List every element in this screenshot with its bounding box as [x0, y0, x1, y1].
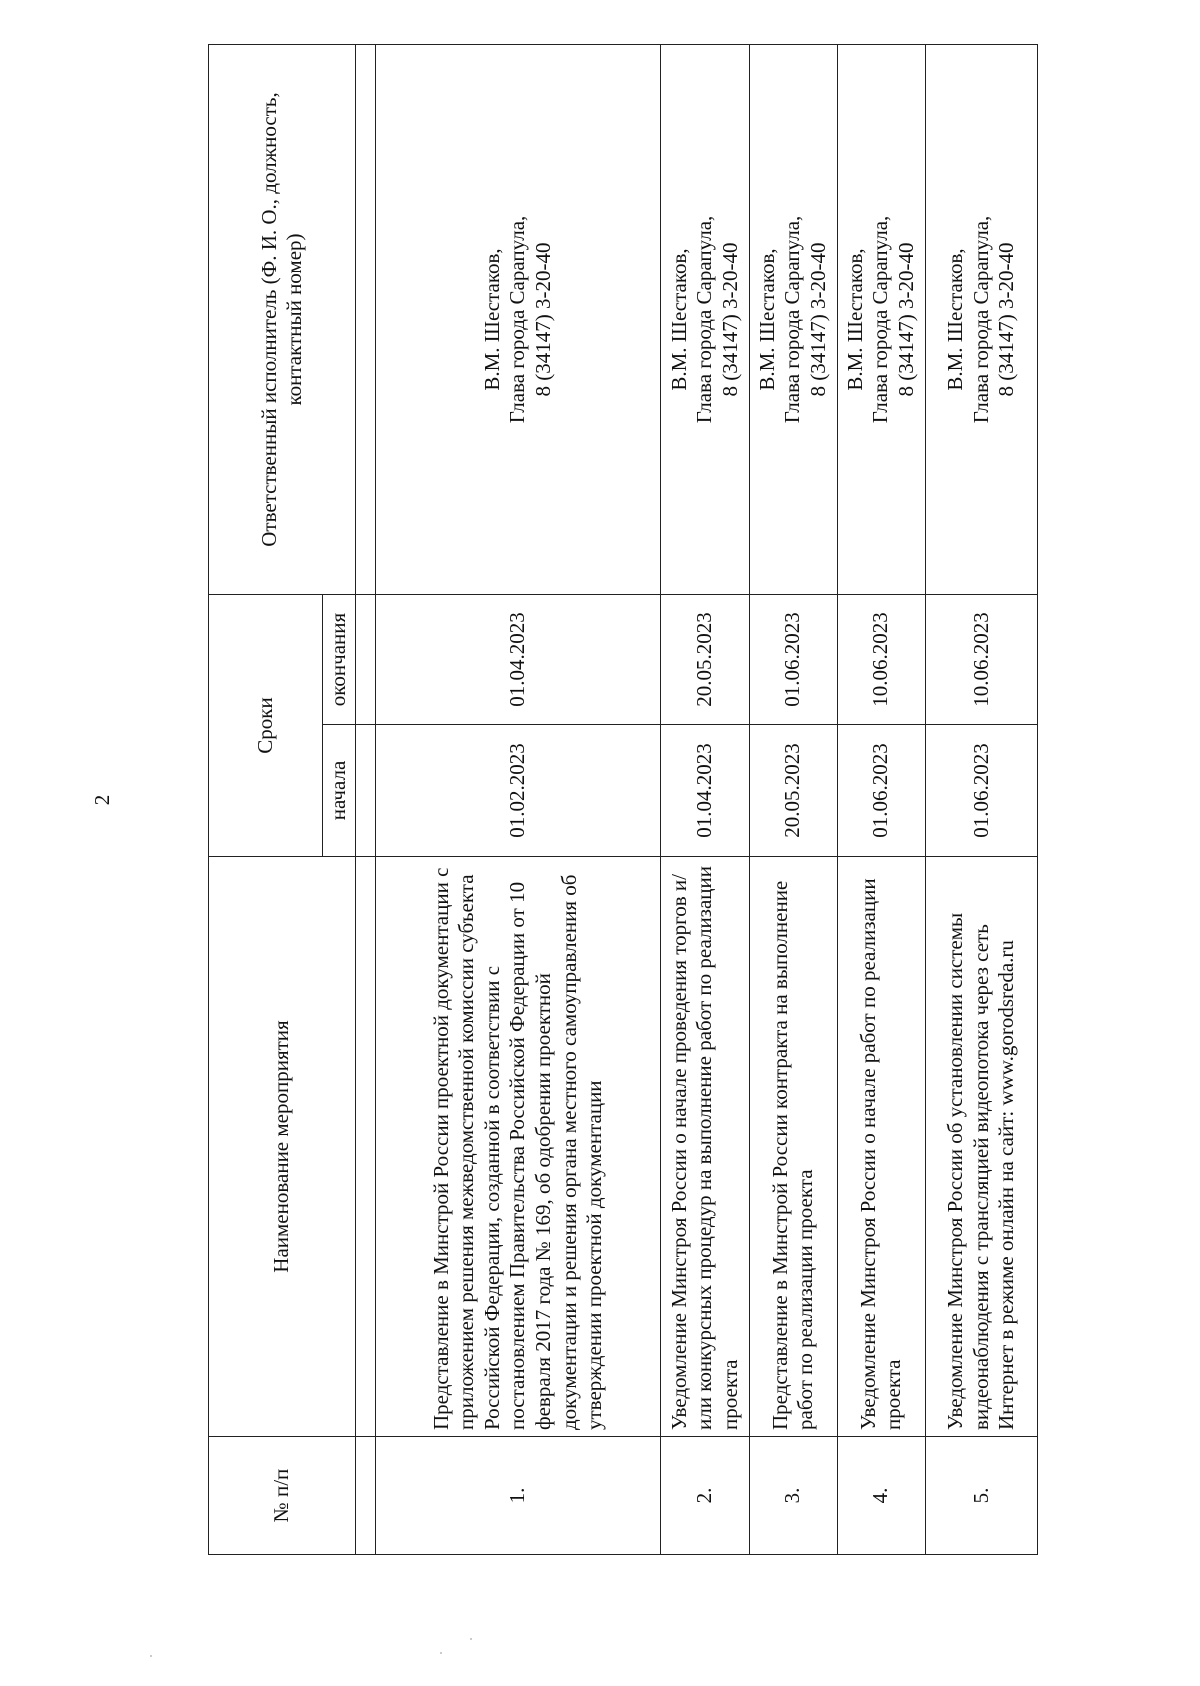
resp-phone: 8 (34147) 3-20-40: [530, 242, 555, 397]
row-start-date: 01.06.2023: [925, 725, 1037, 857]
row-responsible: [837, 44, 925, 594]
spacer-cell: [356, 725, 376, 857]
header-end: окончания: [323, 594, 356, 724]
row-end-date: 20.05.2023: [661, 594, 749, 724]
row-responsible: [749, 44, 837, 594]
resp-name: В.М. Шестаков,: [943, 248, 968, 391]
resp-name: В.М. Шестаков,: [842, 248, 867, 391]
page-number: 2: [90, 794, 114, 806]
scan-speck: [150, 1655, 152, 1657]
row-responsible: [661, 44, 749, 594]
resp-position: Глава города Сарапула,: [968, 215, 993, 424]
header-terms: Сроки: [209, 594, 323, 856]
row-start-date: 01.06.2023: [837, 725, 925, 857]
spacer-cell: [356, 857, 376, 1437]
table-row: [376, 44, 661, 1554]
resp-position: Глава города Сарапула,: [780, 215, 805, 424]
row-end-date: 10.06.2023: [925, 594, 1037, 724]
resp-position: Глава города Сарапула,: [868, 215, 893, 424]
row-start-date: 01.04.2023: [661, 725, 749, 857]
row-name: Представление в Минстрой России контракта на выполнение работ по реализации проекта: [749, 857, 837, 1437]
resp-name: В.М. Шестаков,: [479, 248, 504, 391]
spacer-cell: [356, 1437, 376, 1555]
row-num: 1.: [376, 1437, 661, 1555]
row-end-date: 10.06.2023: [837, 594, 925, 724]
scan-speck: [440, 1652, 442, 1654]
row-name: Уведомление Минстроя России об установлении системы видеонаблюдения с трансляцией видеопотока через сеть Интернет в режиме онлайн на сайт: www.gorodsreda.ru: [925, 857, 1037, 1437]
table-header-row: [209, 44, 323, 1554]
resp-phone: 8 (34147) 3-20-40: [894, 242, 919, 397]
row-start-date: 20.05.2023: [749, 725, 837, 857]
table-row: [925, 44, 1037, 1554]
scan-speck: [470, 1638, 472, 1640]
rotated-table-container: [208, 45, 1038, 1555]
spacer-row: [356, 44, 376, 1554]
resp-position: Глава города Сарапула,: [692, 215, 717, 424]
resp-name: В.М. Шестаков,: [754, 248, 779, 391]
row-num: 2.: [661, 1437, 749, 1555]
header-num: № п/п: [209, 1437, 356, 1555]
header-name: Наименование мероприятия: [209, 857, 356, 1437]
spacer-cell: [356, 594, 376, 724]
activities-table: [208, 44, 1038, 1555]
row-num: 3.: [749, 1437, 837, 1555]
row-name: Уведомление Минстроя России о начале работ по реализации проекта: [837, 857, 925, 1437]
table-row: [837, 44, 925, 1554]
row-start-date: 01.02.2023: [376, 725, 661, 857]
spacer-cell: [356, 44, 376, 594]
row-name: Уведомление Минстроя России о начале проведения торгов и/или конкурсных процедур на выполнение работ по реализации проекта: [661, 857, 749, 1437]
table-row: [661, 44, 749, 1554]
row-responsible: [925, 44, 1037, 594]
header-start: начала: [323, 725, 356, 857]
resp-phone: 8 (34147) 3-20-40: [717, 242, 742, 397]
resp-phone: 8 (34147) 3-20-40: [805, 242, 830, 397]
row-end-date: 01.06.2023: [749, 594, 837, 724]
table-row: [749, 44, 837, 1554]
row-num: 5.: [925, 1437, 1037, 1555]
row-end-date: 01.04.2023: [376, 594, 661, 724]
resp-phone: 8 (34147) 3-20-40: [994, 242, 1019, 397]
resp-name: В.М. Шестаков,: [666, 248, 691, 391]
row-responsible: [376, 44, 661, 594]
resp-position: Глава города Сарапула,: [505, 215, 530, 424]
row-name: Представление в Минстрой России проектной документации с приложением решения межведомственной комиссии субъекта Российской Федерации, созданной в соответствии с постановлением Правительства Российской Федерации от 10 февраля 2017 года № 169, об одобрении проектной документации и решения органа местного самоуправления об утверждении проектной документации: [376, 857, 661, 1437]
row-num: 4.: [837, 1437, 925, 1555]
header-responsible: Ответственный исполнитель (Ф. И. О., должность, контактный номер): [209, 44, 356, 594]
